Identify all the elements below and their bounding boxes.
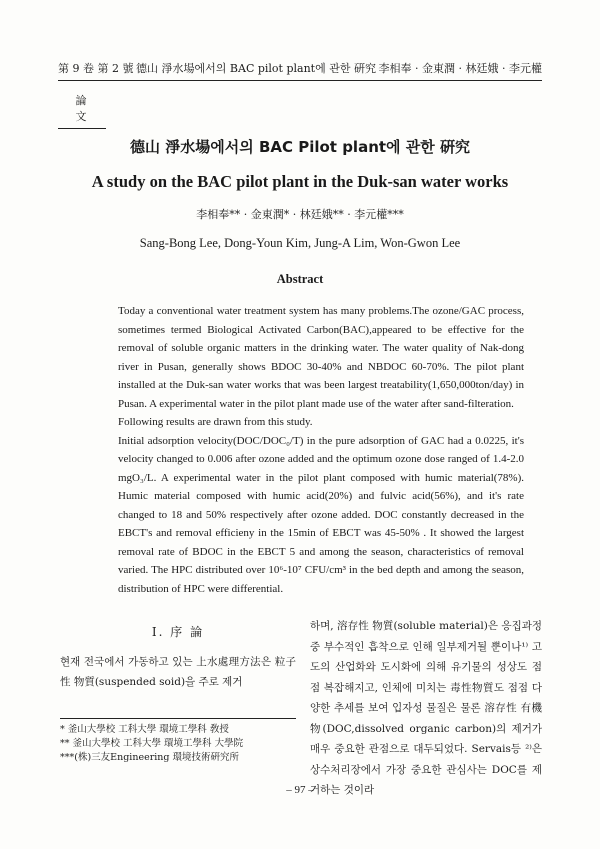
abstract-paragraph: Initial adsorption velocity(DOC/DOC₀/T) in the pure adsorption of GAC had a 0.0225, it's velocity changed to 0.006 after ozone added and the optimum ozone dose ranged of 1.4-2.0 mgO₃/L. A experimental water in the pilot plant composed with humic material(78%). Humic material composed with humic acid(20%) and fulvic acid(56%), and it's rate changed to 18 and 50% respectively after ozone added. DOC constantly decreased in the EBCT's and removal efficieny in the 15min of EBCT was 45-50% . It showed the largest removal rate of BDOC in the EBCT 5 and among the season, characteristics of removal varied. The HPC distributed over 10⁶-10⁷ CFU/cm³ in the bed depth and among the season, distribution of HPC were differential. bbox=[118, 434, 524, 595]
abstract-paragraph: Today a conventional water treatment system has many problems.The ozone/GAC process, sometimes termed Biological Activated Carbon(BAC),appeared to be effective for the removal of soluble organic matters in the drinking water. The water quality of Nak-dong river in Pusan, generally shows BDOC 30-40% and NBDOC 60-70%. The pilot plant installed at the Duk-san water works that was been largest treatability(1,650,000ton/day) in Pusan. A experimental water in the pilot plant made use of the water after sand-filteration. bbox=[118, 305, 524, 410]
footnote: ***(株)三友Engineering 環境技術硏究所 bbox=[60, 752, 239, 763]
abstract-heading: Abstract bbox=[276, 272, 324, 286]
title-english: A study on the BAC pilot plant in the Duk-san water works bbox=[91, 172, 509, 191]
journal-volume: 第 9 卷 第 2 號 bbox=[58, 62, 134, 75]
left-column bbox=[60, 622, 296, 692]
right-column-paragraph: 하며, 溶存性 物質(soluble material)은 응집과정 중 부수적인 흡착으로 인해 일부제거될 뿐이나¹⁾ 고도의 산업화와 도시화에 의해 유기물의 성상도 점점 복잡해지고, 인체에 미치는 毒性物質도 점점 다양한 추세를 보여 입자성 물질은 물론 溶存性 有機物(DOC,dissolved organic carbon)의 제거가 매우 중요한 관점으로 대두되었다. Servais등 ²⁾은 상수처리장에서 가장 중요한 관심사는 DOC를 제거하는 것이라 bbox=[310, 620, 542, 796]
abstract-paragraph: Following results are drawn from this study. bbox=[118, 416, 313, 428]
authors-korean: 李相奉** · 金東潤* · 林廷娥** · 李元權*** bbox=[196, 208, 404, 221]
left-column-paragraph: 현재 전국에서 가동하고 있는 上水處理方法은 粒子性 物質(suspended soid)을 주로 제거 bbox=[60, 656, 296, 688]
running-header bbox=[58, 54, 542, 81]
authors-english: Sang-Bong Lee, Dong-Youn Kim, Jung-A Lim, Won-Gwon Lee bbox=[139, 236, 461, 250]
running-authors: 李相奉 · 金東潤 · 林廷娥 · 李元權 bbox=[378, 62, 542, 75]
article-type-label: 論 文 bbox=[58, 92, 106, 129]
right-column bbox=[310, 616, 542, 801]
footnote: * 釜山大學校 工科大學 環境工學科 敎授 bbox=[60, 724, 229, 735]
running-title: 德山 淨水場에서의 BAC pilot plant에 관한 硏究 bbox=[136, 62, 376, 75]
title-korean: 德山 淨水場에서의 BAC Pilot plant에 관한 硏究 bbox=[130, 138, 470, 156]
footnote: ** 釜山大學校 工科大學 環境工學科 大學院 bbox=[60, 738, 244, 749]
author-affiliations bbox=[60, 718, 296, 765]
page-number: – 97 – bbox=[286, 784, 314, 796]
section-heading-introduction: Ⅰ. 序 論 bbox=[151, 625, 205, 639]
abstract-body bbox=[118, 302, 524, 598]
